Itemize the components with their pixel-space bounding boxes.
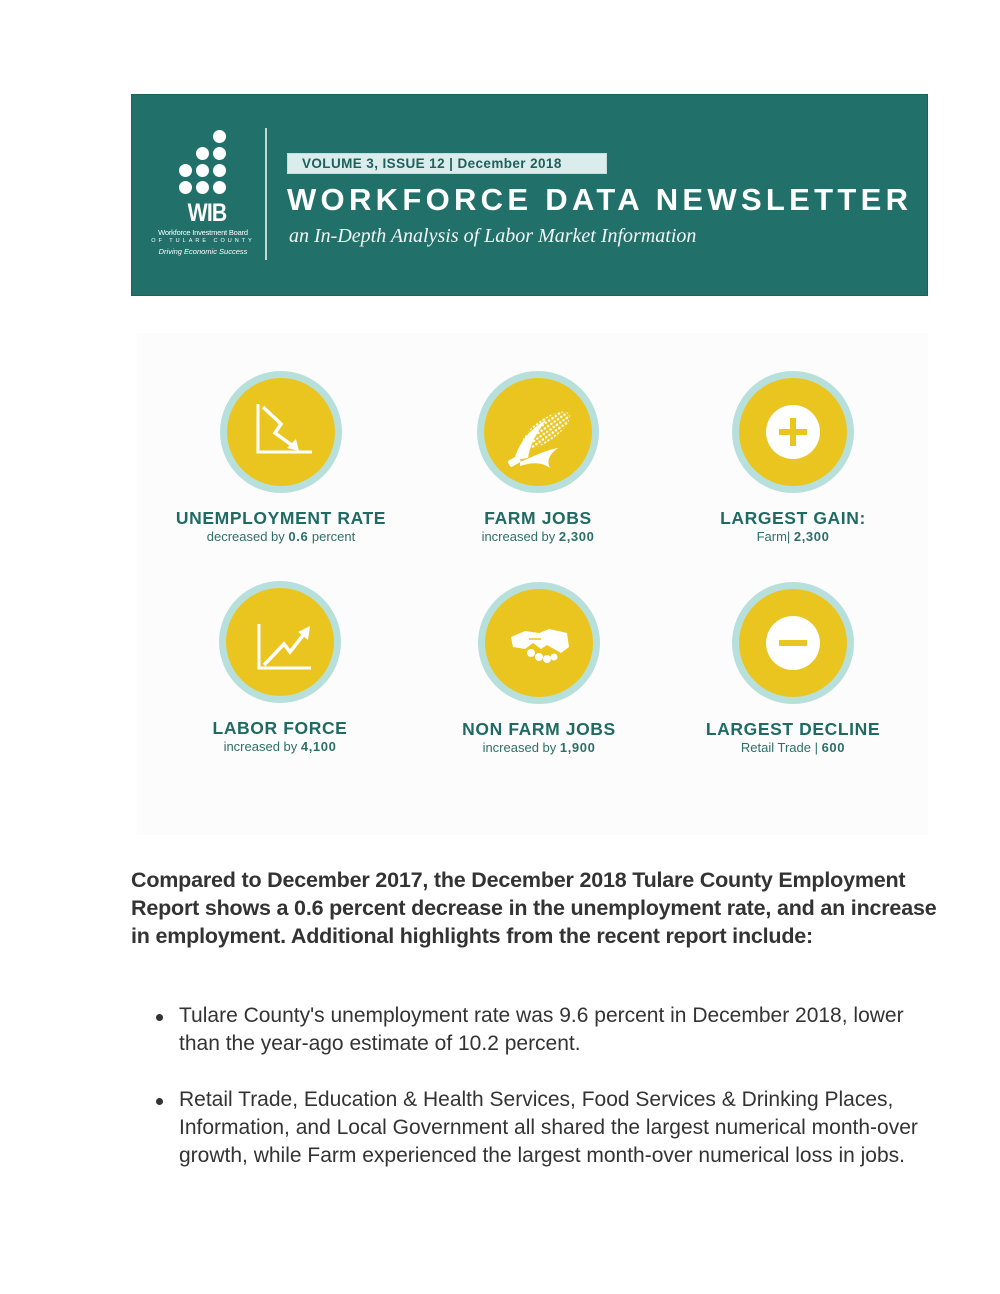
wib-logo <box>151 130 255 262</box>
stat-non-farm-jobs <box>409 582 669 757</box>
chart-down-icon <box>227 378 335 486</box>
handshake-icon <box>485 589 593 697</box>
stats-infographic <box>137 333 928 835</box>
stat-largest-decline <box>663 582 923 757</box>
logo-mark: WIB <box>187 199 227 227</box>
newsletter-subtitle: an In-Depth Analysis of Labor Market Information <box>289 225 697 247</box>
issue-label: VOLUME 3, ISSUE 12 | December 2018 <box>287 153 607 174</box>
stat-detail: decreased by 0.6 percent <box>206 529 356 544</box>
highlights-list <box>131 1002 931 1198</box>
chart-up-icon <box>226 588 334 696</box>
stat-detail: increased by 4,100 <box>223 739 337 754</box>
stat-largest-gain <box>663 371 923 546</box>
lead-paragraph: Compared to December 2017, the December 2018 Tulare County Employment Report shows a 0.6 percent decrease in the unemployment rate, and an increase in employment. Additional highlights from the recent report include: <box>131 868 937 948</box>
wib-dots-icon <box>179 130 233 196</box>
stat-title: NON FARM JOBS <box>462 719 616 739</box>
banner-divider <box>265 128 267 260</box>
list-item: Retail Trade, Education & Health Services, Food Services & Drinking Places, Information, and Local Government all shared the largest numerical month-over growth, while Farm experienced the largest month-over numerical loss in jobs. <box>131 1086 931 1170</box>
list-item: Tulare County's unemployment rate was 9.6 percent in December 2018, lower than the year-ago estimate of 10.2 percent. <box>131 1002 931 1058</box>
stat-title: FARM JOBS <box>484 508 592 528</box>
plus-circle-icon <box>739 378 847 486</box>
stat-labor-force <box>150 581 410 756</box>
minus-circle-icon <box>739 589 847 697</box>
stat-title: LARGEST DECLINE <box>705 719 881 739</box>
logo-org-county: OF TULARE COUNTY <box>151 238 255 244</box>
stat-unemployment-rate <box>151 371 411 546</box>
newsletter-title: WORKFORCE DATA NEWSLETTER <box>287 182 913 217</box>
stat-title: LARGEST GAIN: <box>720 508 866 528</box>
stat-title: LABOR FORCE <box>212 718 348 738</box>
stat-title: UNEMPLOYMENT RATE <box>175 508 387 528</box>
stat-farm-jobs <box>408 371 668 546</box>
stat-detail: Retail Trade | 600 <box>740 740 846 755</box>
newsletter-banner <box>131 94 928 296</box>
stat-detail: increased by 1,900 <box>482 740 596 755</box>
stat-detail: Farm| 2,300 <box>756 529 830 544</box>
logo-tagline: Driving Economic Success <box>158 247 248 256</box>
corn-icon <box>484 378 592 486</box>
logo-org-name: Workforce Investment Board <box>158 228 248 237</box>
stat-detail: increased by 2,300 <box>481 529 595 544</box>
